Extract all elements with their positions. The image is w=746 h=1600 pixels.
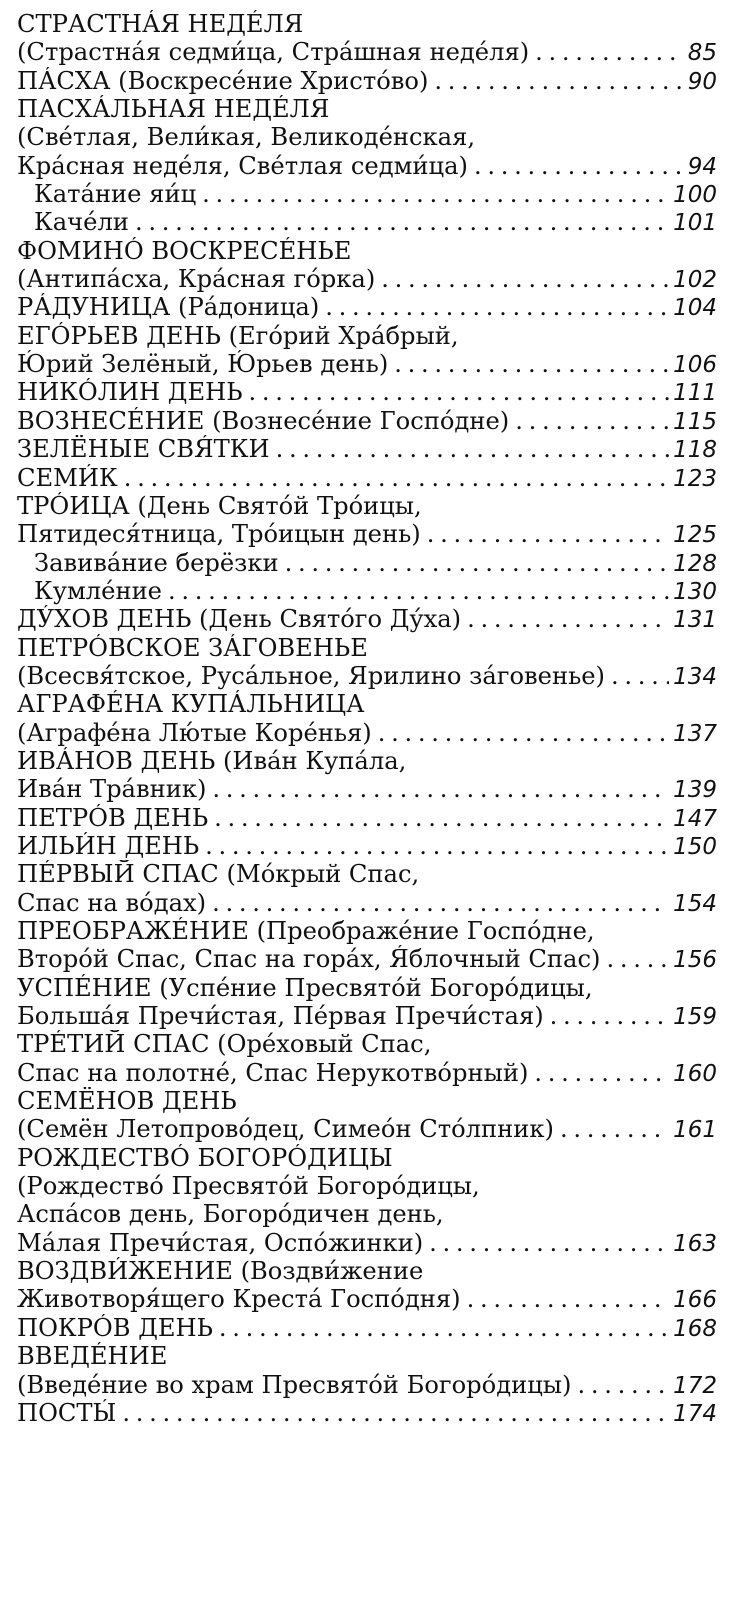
toc-entry-text: Спас на полотне́, Спас Нерукотво́рный) [17, 1058, 529, 1087]
dot-leader [214, 804, 669, 832]
toc-line [17, 322, 717, 350]
toc-entry-text: (Све́тлая, Вели́кая, Великоде́нская, [17, 123, 476, 152]
dot-leader [467, 605, 669, 633]
dot-leader [124, 464, 669, 492]
toc-entry-text: ЗЕЛЁНЫЕ СВЯ́ТКИ [17, 435, 270, 464]
dot-leader [378, 719, 669, 747]
toc-page-number: 111 [673, 380, 717, 407]
toc-entry-text: Животворя́щего Креста́ Госпо́дня) [17, 1285, 461, 1314]
dot-leader [285, 549, 669, 577]
toc-page-number: 147 [673, 805, 717, 832]
toc-line [17, 719, 717, 747]
toc-line [17, 1371, 717, 1399]
toc-page-number: 85 [687, 40, 717, 67]
toc-line [17, 832, 717, 860]
toc-line [17, 180, 717, 208]
toc-entry-text: Ю́рий Зелёный, Ю́рьев день) [17, 350, 389, 379]
toc-page-number: 154 [673, 890, 717, 917]
toc-line [17, 1030, 717, 1058]
toc-line [17, 1144, 717, 1172]
toc-page-number: 161 [673, 1117, 717, 1144]
toc-entry-text: Ма́лая Пречи́стая, Оспо́жинки) [17, 1228, 424, 1257]
toc-line [17, 1087, 717, 1115]
toc-line [17, 95, 717, 123]
toc-entry-text: ИВА́НОВ ДЕНЬ (Ива́н Купа́ла, [17, 746, 407, 775]
toc-page-number: 130 [673, 578, 717, 605]
toc-line [17, 378, 717, 406]
toc-page-number: 90 [687, 68, 717, 95]
toc-page-number: 118 [673, 437, 717, 464]
dot-leader [427, 520, 669, 548]
dot-leader [249, 378, 670, 406]
toc-entry-text: ТРЕ́ТИЙ СПАС (Оре́ховый Спас, [17, 1030, 432, 1059]
toc-entry-text: (Всесвя́тское, Руса́льное, Ярилино за́говенье) [17, 661, 605, 690]
toc-entry-text: (Страстна́я седми́ца, Стра́шная неде́ля) [17, 38, 530, 67]
toc-line [17, 860, 717, 888]
toc-entry-text: ПАСХА́ЛЬНАЯ НЕДЕ́ЛЯ [17, 95, 330, 124]
toc-entry-text: ТРО́ИЦА (День Свято́й Тро́ицы, [17, 491, 422, 520]
toc-line [17, 1115, 717, 1143]
toc-page-number: 125 [673, 522, 717, 549]
toc-line [17, 464, 717, 492]
toc-page-number: 160 [673, 1060, 717, 1087]
toc-page-number: 163 [673, 1230, 717, 1257]
toc-page-number: 156 [673, 947, 717, 974]
toc-line [17, 1285, 717, 1313]
toc-line [17, 917, 717, 945]
toc-page-number: 94 [687, 153, 717, 180]
toc-page-number: 115 [673, 408, 717, 435]
toc-line [17, 293, 717, 321]
dot-leader [135, 208, 669, 236]
toc-entry-text: ПОСТЫ́ [17, 1398, 117, 1427]
dot-leader [560, 1115, 669, 1143]
toc-line [17, 577, 717, 605]
dot-leader [276, 435, 670, 463]
dot-leader [515, 407, 669, 435]
toc-page-number: 172 [673, 1372, 717, 1399]
toc-line [17, 1002, 717, 1030]
toc-line [17, 520, 717, 548]
toc-entry-text: Пятидеся́тница, Тро́ицын день) [17, 520, 421, 549]
dot-leader [212, 889, 669, 917]
toc-entry-text: РА́ДУНИЦА (Ра́доница) [17, 293, 320, 322]
toc-page-number: 139 [673, 777, 717, 804]
toc-entry-text: ДУ́ХОВ ДЕНЬ (День Свято́го Ду́ха) [17, 605, 462, 634]
toc-page-number: 106 [673, 352, 717, 379]
toc-line [17, 1257, 717, 1285]
dot-leader [168, 577, 669, 605]
toc-entry-text: ФОМИНО́ ВОСКРЕСЕ́НЬЕ [17, 236, 352, 265]
toc-page-number: 168 [673, 1315, 717, 1342]
toc-line [17, 1059, 717, 1087]
toc-entry-text: Спас на во́дах) [17, 888, 207, 917]
toc-entry-text: ИЛЬИ́Н ДЕНЬ [17, 831, 200, 860]
toc-entry-text: НИКО́ЛИН ДЕНЬ [17, 378, 243, 407]
toc-page-number: 104 [673, 295, 717, 322]
toc-page-number: 166 [673, 1287, 717, 1314]
toc-entry-text: (Аграфе́на Лю́тые Коре́нья) [17, 718, 372, 747]
toc-line [17, 38, 717, 66]
dot-leader [202, 180, 669, 208]
toc-page-number: 174 [673, 1400, 717, 1427]
toc-entry-text: Кра́сная неде́ля, Све́тлая седми́ца) [17, 151, 468, 180]
toc-page-number: 150 [673, 833, 717, 860]
toc-entry-text: ВОЗНЕСЕ́НИЕ (Вознесе́ние Госпо́дне) [17, 406, 510, 435]
dot-leader [434, 67, 683, 95]
toc-entry-text: ПЕТРО́ВСКОЕ ЗА́ГОВЕНЬЕ [17, 633, 368, 662]
toc-entry-text: (Рождество́ Пресвято́й Богоро́дицы, [17, 1172, 480, 1201]
toc-line [17, 945, 717, 973]
toc-line [17, 747, 717, 775]
toc-page-number: 128 [673, 550, 717, 577]
toc-entry-text: СЕМИ́К [17, 463, 118, 492]
toc-line [17, 974, 717, 1002]
toc-entry-text: РОЖДЕСТВО́ БОГОРО́ДИЦЫ [17, 1143, 393, 1172]
toc-entry-text: Ката́ние яи́ц [34, 180, 197, 209]
table-of-contents [17, 10, 717, 1427]
toc-entry-text: (Семён Летопрово́дец, Симео́н Сто́лпник) [17, 1115, 554, 1144]
dot-leader [606, 945, 669, 973]
toc-line [17, 804, 717, 832]
toc-line [17, 1200, 717, 1228]
toc-entry-text: Каче́ли [34, 208, 129, 237]
toc-entry-text: ВОЗДВИ́ЖЕНИЕ (Воздви́жение [17, 1257, 424, 1286]
dot-leader [429, 1229, 669, 1257]
toc-line [17, 1229, 717, 1257]
toc-entry-text: ВВЕДЕ́НИЕ [17, 1342, 168, 1371]
toc-line [17, 1399, 717, 1427]
dot-leader [550, 1002, 669, 1030]
toc-page-number: 123 [673, 465, 717, 492]
toc-entry-text: ПА́СХА (Воскресе́ние Христо́во) [17, 66, 429, 95]
dot-leader [534, 1059, 669, 1087]
toc-page-number: 131 [673, 607, 717, 634]
toc-entry-text: ЕГО́РЬЕВ ДЕНЬ (Его́рий Хра́брый, [17, 321, 459, 350]
toc-line [17, 605, 717, 633]
toc-entry-text: УСПЕ́НИЕ (Успе́ние Пресвято́й Богоро́дицы, [17, 973, 593, 1002]
dot-leader [611, 662, 669, 690]
toc-line [17, 67, 717, 95]
toc-line [17, 237, 717, 265]
toc-entry-text: (Антипа́сха, Кра́сная го́рка) [17, 265, 376, 294]
toc-page-number: 101 [673, 210, 717, 237]
toc-line [17, 549, 717, 577]
dot-leader [122, 1399, 669, 1427]
toc-entry-text: Больша́я Пречи́стая, Пе́рвая Пречи́стая) [17, 1002, 544, 1031]
toc-entry-text: (Введе́ние во храм Пресвято́й Богоро́дицы) [17, 1370, 572, 1399]
toc-line [17, 123, 717, 151]
toc-line [17, 889, 717, 917]
dot-leader [577, 1371, 669, 1399]
toc-entry-text: АГРАФЕ́НА КУПА́ЛЬНИЦА [17, 690, 365, 719]
dot-leader [394, 350, 669, 378]
toc-entry-text: СТРАСТНА́Я НЕДЕ́ЛЯ [17, 10, 304, 38]
toc-line [17, 1342, 717, 1370]
toc-entry-text: Завива́ние берёзки [34, 548, 279, 577]
toc-line [17, 775, 717, 803]
toc-entry-text: Второ́й Спас, Спас на гора́х, Я́блочный Спас) [17, 945, 601, 974]
dot-leader [467, 1285, 670, 1313]
toc-page-number: 159 [673, 1004, 717, 1031]
toc-page-number: 102 [673, 267, 717, 294]
toc-line [17, 407, 717, 435]
toc-line [17, 1314, 717, 1342]
toc-line [17, 435, 717, 463]
toc-page-number: 134 [673, 663, 717, 690]
toc-line [17, 662, 717, 690]
toc-entry-text: ПЕТРО́В ДЕНЬ [17, 803, 209, 832]
toc-line [17, 265, 717, 293]
toc-page-number: 100 [673, 182, 717, 209]
dot-leader [212, 775, 669, 803]
dot-leader [205, 832, 669, 860]
toc-entry-text: Аспа́сов день, Богоро́дичен день, [17, 1200, 444, 1229]
toc-entry-text: ПРЕОБРАЖЕ́НИЕ (Преображе́ние Госпо́дне, [17, 917, 595, 945]
dot-leader [474, 152, 684, 180]
toc-line [17, 350, 717, 378]
dot-leader [381, 265, 669, 293]
toc-entry-text: СЕМЁНОВ ДЕНЬ [17, 1087, 237, 1116]
toc-line [17, 10, 717, 38]
toc-line [17, 1172, 717, 1200]
toc-line [17, 634, 717, 662]
dot-leader [219, 1314, 669, 1342]
toc-entry-text: ПОКРО́В ДЕНЬ [17, 1313, 213, 1342]
dot-leader [535, 38, 684, 66]
dot-leader [325, 293, 669, 321]
toc-entry-text: ПЕ́РВЫЙ СПАС (Мо́крый Спас, [17, 860, 420, 889]
toc-page-number: 137 [673, 720, 717, 747]
toc-line [17, 208, 717, 236]
toc-line [17, 492, 717, 520]
toc-line [17, 152, 717, 180]
toc-entry-text: Кумле́ние [34, 576, 163, 605]
toc-line [17, 690, 717, 718]
toc-entry-text: Ива́н Тра́вник) [17, 775, 207, 804]
